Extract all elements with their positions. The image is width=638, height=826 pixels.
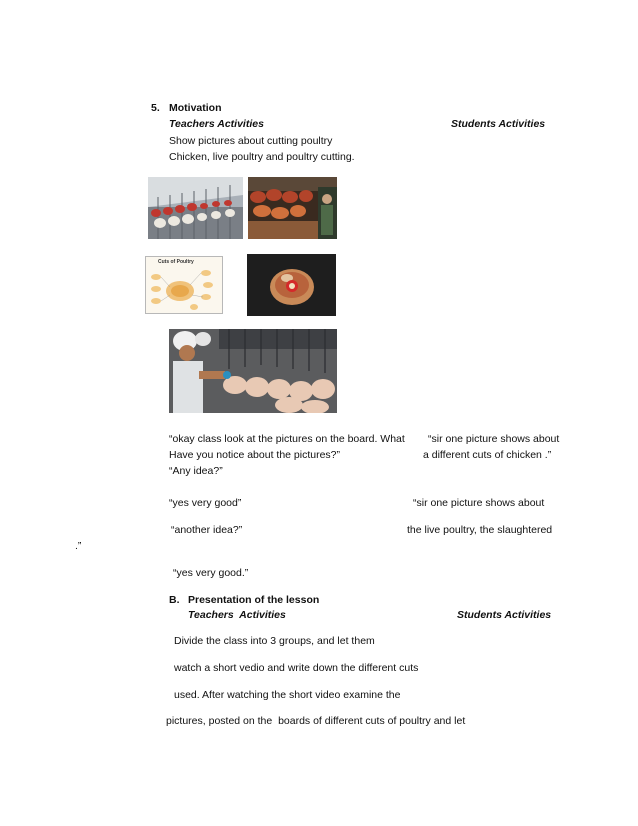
teacher-dialogue-line: “yes very good.”: [173, 567, 249, 579]
poultry-processing-photo: [169, 329, 337, 413]
paragraph-line: pictures, posted on the boards of different cuts of poultry and let: [166, 715, 466, 727]
teacher-dialogue-line: “Any idea?”: [169, 465, 223, 477]
students-activities-heading: Students Activities: [451, 118, 546, 130]
section-title: Motivation: [169, 102, 222, 114]
packaged-chicken-photo: [247, 254, 336, 316]
teacher-dialogue-line: “another idea?”: [171, 524, 243, 536]
section-number: 5.: [151, 102, 160, 114]
student-dialogue-line: the live poultry, the slaughtered: [407, 524, 553, 536]
teacher-dialogue-line: “okay class look at the pictures on the board. What: [169, 433, 405, 445]
cuts-of-poultry-chart: [145, 256, 223, 314]
intro-line: Chicken, live poultry and poultry cutting.: [169, 151, 355, 163]
section-letter: B.: [169, 594, 180, 606]
paragraph-line: used. After watching the short video examine the: [174, 689, 401, 701]
students-activities-heading: Students Activities: [457, 609, 552, 621]
paragraph-line: Divide the class into 3 groups, and let them: [174, 635, 375, 647]
teacher-dialogue-line: Have you notice about the pictures?”: [169, 449, 341, 461]
student-dialogue-line: “sir one picture shows about: [428, 433, 560, 445]
chart-title: Cuts of Poultry: [158, 259, 194, 265]
teachers-activities-heading: Teachers Activities: [169, 118, 264, 130]
paragraph-line: watch a short vedio and write down the different cuts: [174, 662, 419, 674]
intro-line: Show pictures about cutting poultry: [169, 135, 333, 147]
section-title: Presentation of the lesson: [188, 594, 320, 606]
teacher-dialogue-line: “yes very good”: [169, 497, 242, 509]
stray-closing-quote: .”: [75, 540, 82, 552]
student-dialogue-line: “sir one picture shows about: [413, 497, 545, 509]
teachers-activities-heading: Teachers Activities: [188, 609, 286, 621]
student-dialogue-line: a different cuts of chicken .”: [423, 449, 552, 461]
poultry-farm-photo: [148, 177, 243, 239]
poultry-market-photo: [248, 177, 337, 239]
